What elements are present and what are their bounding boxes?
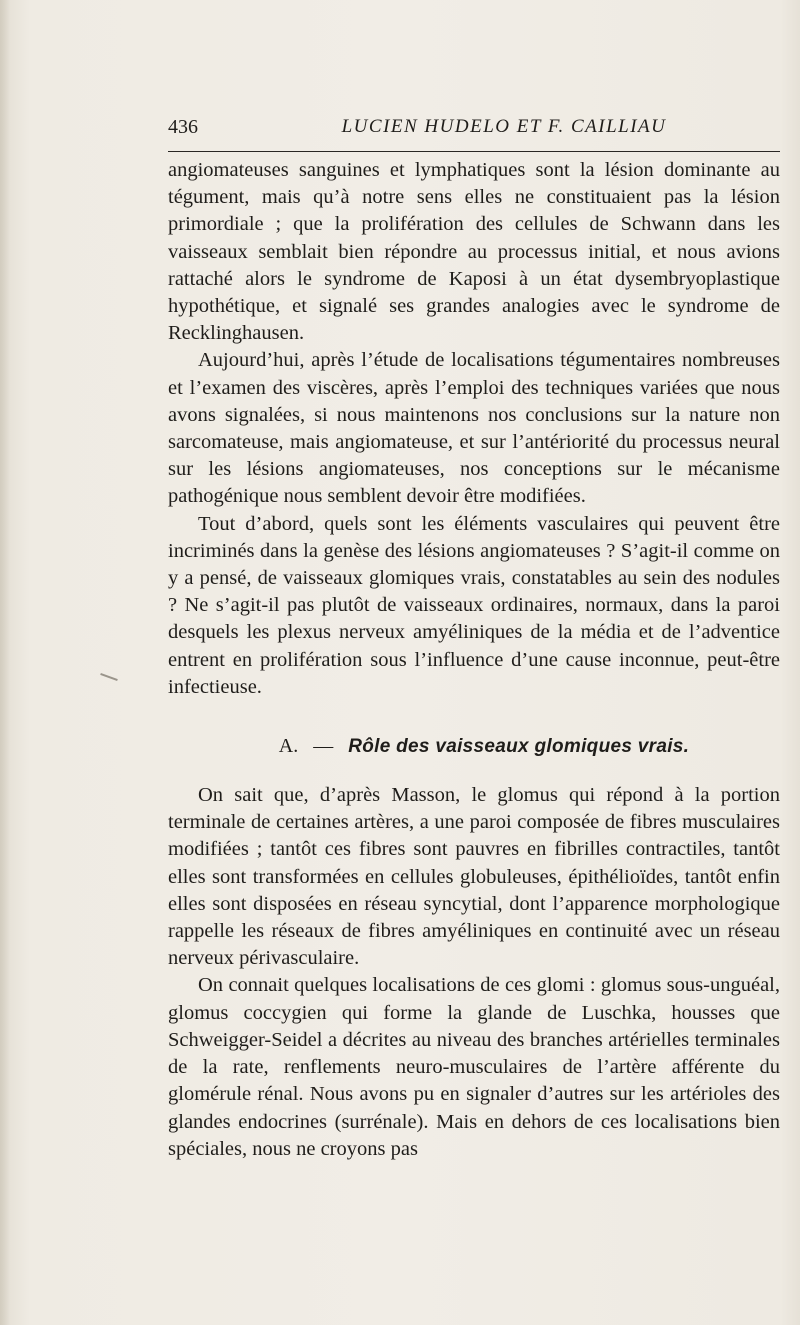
- paragraph-continued: angiomateuses sanguines et lymphatiques sont la lésion dominante au tégument, mais qu’à notre sens elles ne constituaient pas la lésion primordiale ; que la prolifération des cellules de Schwann dans les vaisseaux semblait bien répondre au processus initial, et nous avions rattaché alors le syndrome de Kaposi à un état dysembryoplastique hypothétique, et signalé ses grandes analogies avec le syndrome de Recklinghausen.: [168, 159, 780, 345]
- body-text: [168, 157, 780, 1163]
- paragraph: Aujourd’hui, après l’étude de localisations tégumentaires nombreuses et l’examen des viscères, après l’emploi des techniques variées que nous avons signalées, si nous maintenons nos conclusions sur la nature non sarcomateuse, mais angiomateuse, et sur l’antériorité du processus neural sur les lésions angiomateuses, nos conceptions sur le mécanisme pathogénique nous semblent devoir être modifiées.: [168, 349, 780, 508]
- section-letter: A.: [278, 735, 299, 758]
- paragraph: On connait quelques localisations de ces glomi : glomus sous-unguéal, glomus coccygien qui forme la glande de Luschka, housses que Schweigger-Seidel a décrites au niveau des branches artérielles terminales de la rate, renflements neuro-musculaires de l’artère afférente du glomérule rénal. Nous avons pu en signaler d’autres sur les artérioles des glandes endocrines (surrénale). Mais en dehors de ces localisations bien spéciales, nous ne croyons pas: [168, 974, 780, 1160]
- paragraph: On sait que, d’après Masson, le glomus qui répond à la portion terminale de certaines artères, a une paroi composée de fibres musculaires modifiées ; tantôt ces fibres sont pauvres en fibrilles contractiles, tantôt elles sont transformées en cellules globuleuses, épithélioïdes, tantôt enfin elles sont disposées en réseau syncytial, dont l’apparence morphologique rappelle les réseaux de fibres amyéliniques en continuité avec un réseau nerveux périvasculaire.: [168, 784, 780, 970]
- page-header: [168, 112, 780, 142]
- paragraph: Tout d’abord, quels sont les éléments vasculaires qui peuvent être incriminés dans la genèse des lésions angiomateuses ? S’agit-il comme on y a pensé, de vaisseaux glomiques vrais, constatables au sein des nodules ? Ne s’agit-il pas plutôt de vaisseaux ordinaires, normaux, dans la paroi desquels les plexus nerveux amyéliniques de la média et de l’adventice entrent en prolifération sous l’influence d’une cause inconnue, peut-être infectieuse.: [168, 512, 780, 698]
- section-dash: —: [313, 735, 334, 758]
- page-gutter-shadow: [0, 0, 10, 1325]
- section-title: Rôle des vaisseaux glomiques vrais.: [348, 736, 690, 758]
- section-heading: [168, 733, 780, 760]
- header-rule: [168, 151, 780, 152]
- running-head: LUCIEN HUDELO ET F. CAILLIAU: [341, 116, 667, 137]
- margin-pencil-mark: [100, 673, 118, 681]
- page-number: 436: [168, 116, 198, 138]
